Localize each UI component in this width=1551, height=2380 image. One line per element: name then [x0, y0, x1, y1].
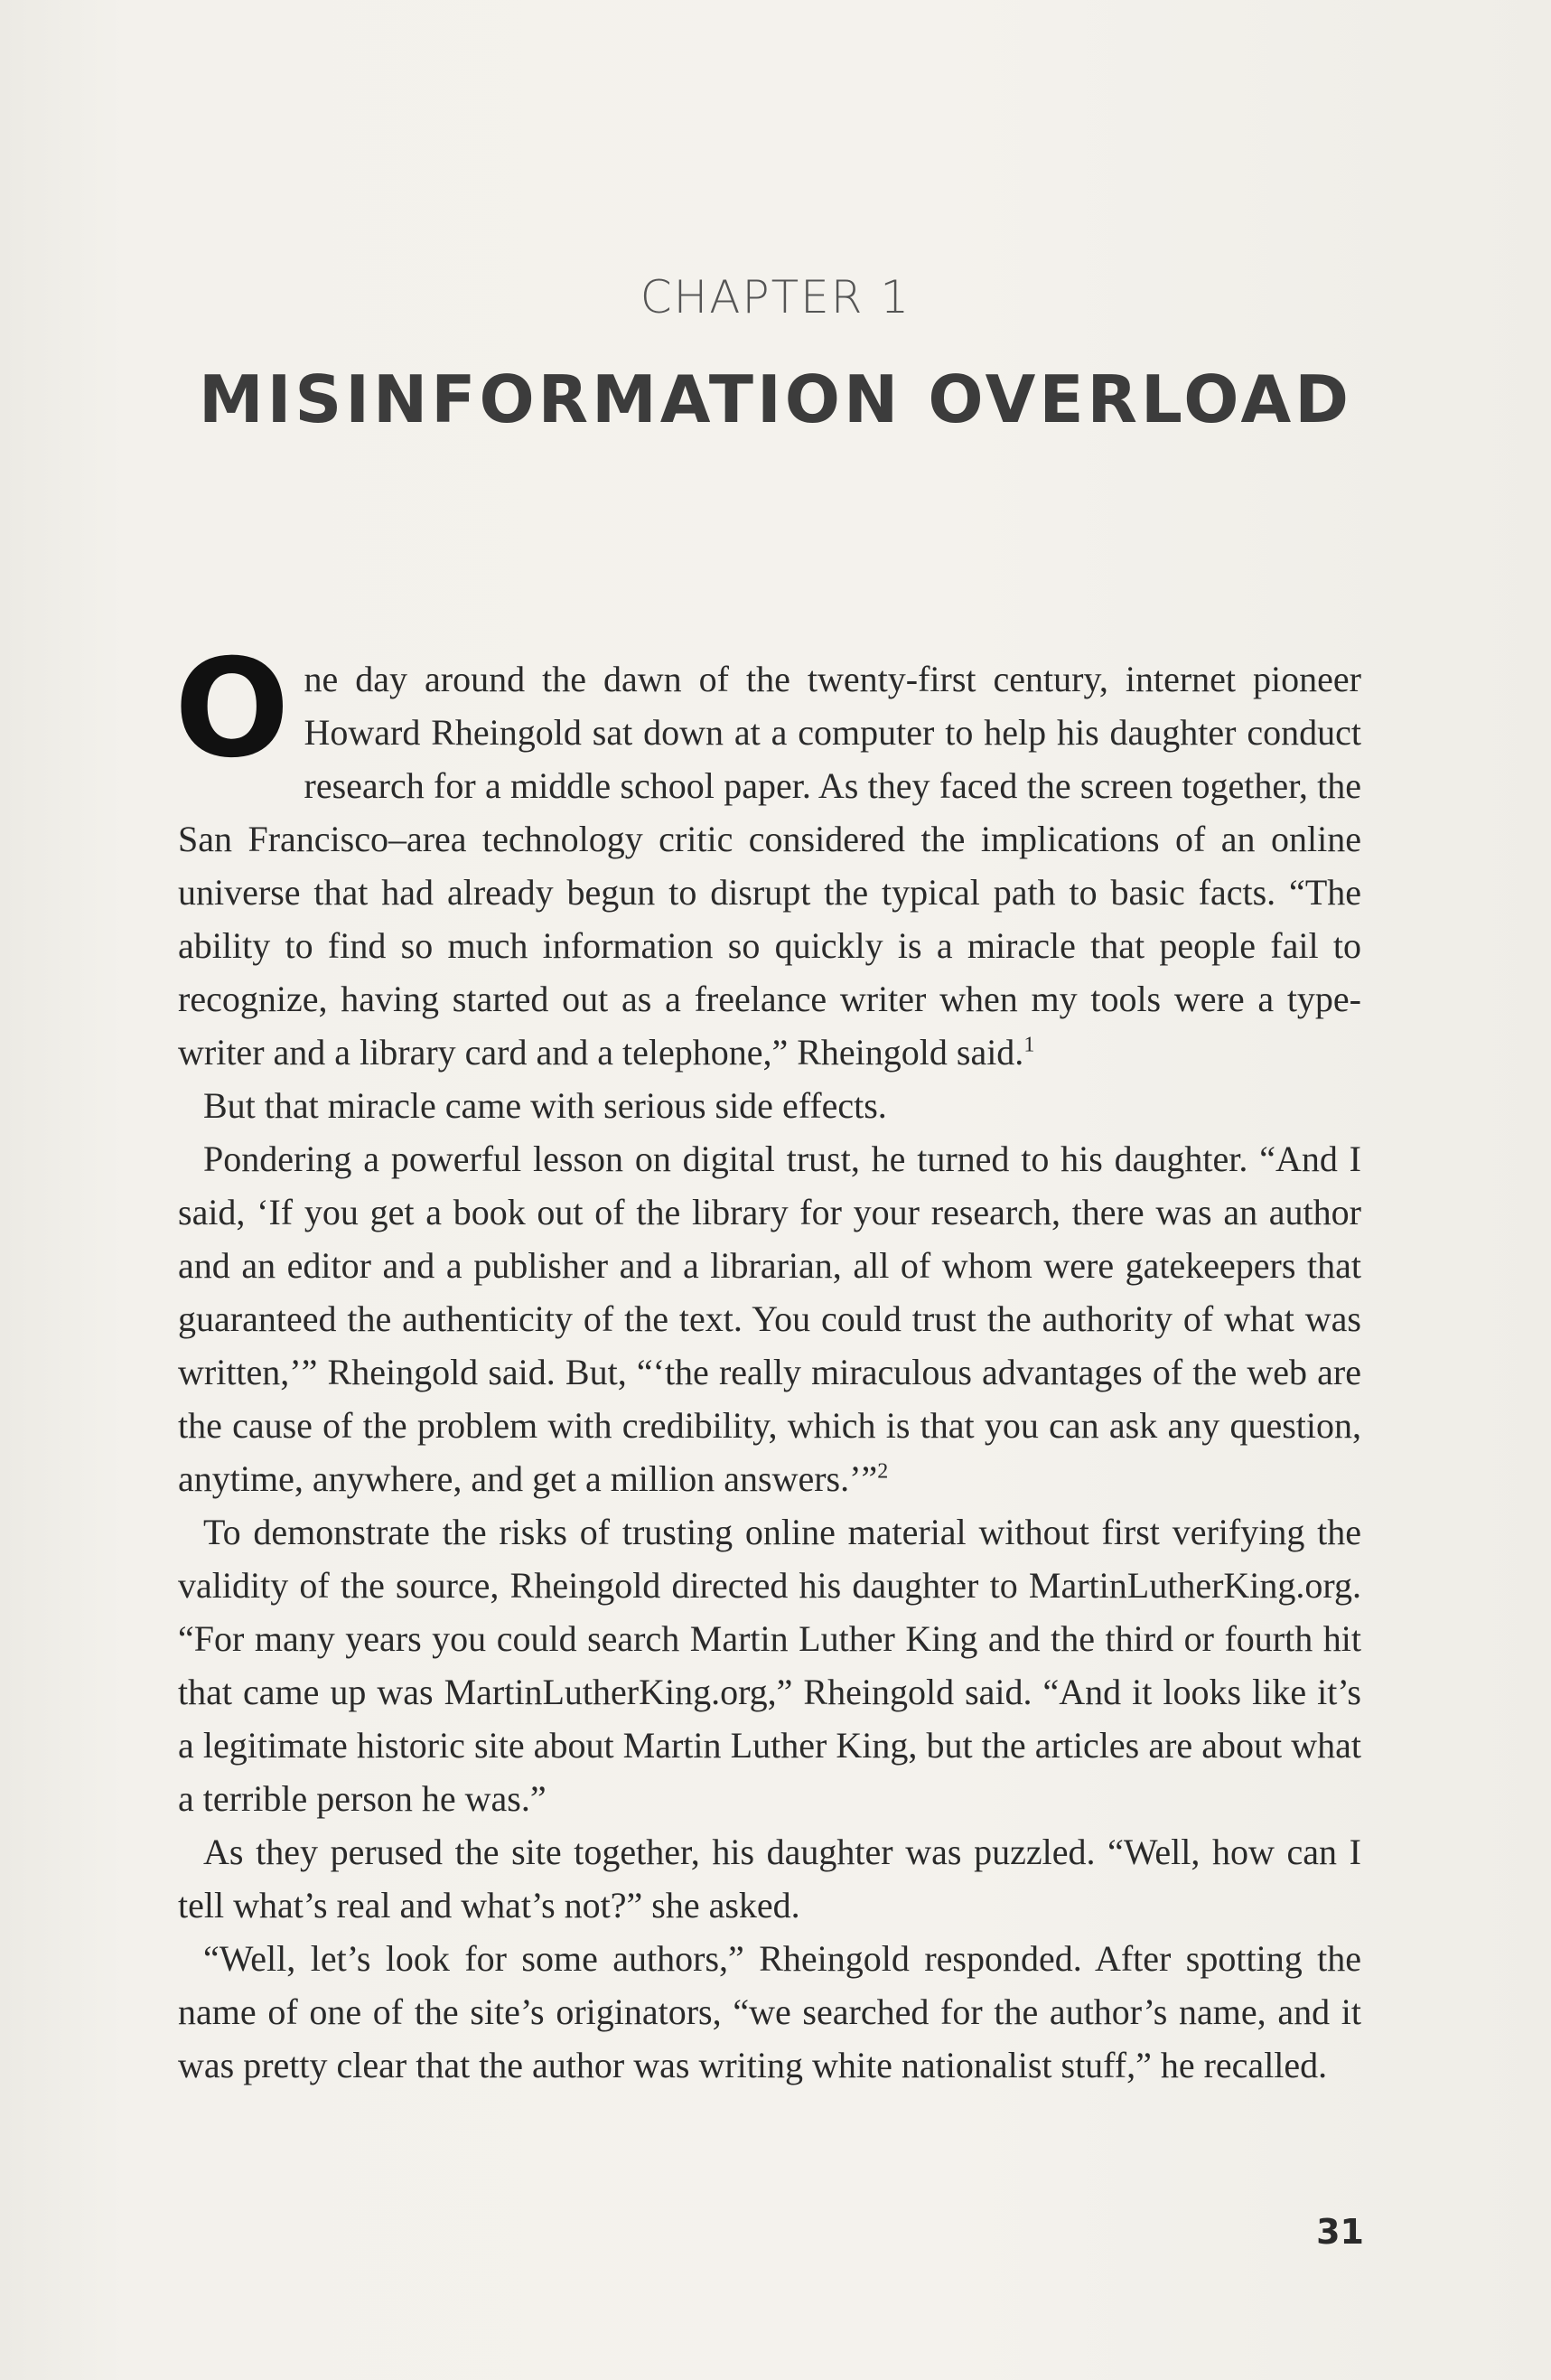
- paragraph-5: As they perused the site together, his daughter was puzzled. “Well, how can I tell what’s real and what’s not?” she asked.: [178, 1832, 1361, 1926]
- footnote-marker: 1: [1023, 1033, 1035, 1057]
- paragraph-3: Pondering a powerful lesson on digital trust, he turned to his daughter. “And I said, ‘If you get a book out of the library for your research, there was an author and an editor and a publisher and a librarian, all of whom were gatekeepers that guaranteed the authenticity of the text. You could trust the authority of what was written,’” Rheingold said. But, “‘the really miraculous advantages of the web are the cause of the problem with credibility, which is that you can ask any question, anytime, anywhere, and get a million answers.’”$^2$: [178, 1138, 1361, 1499]
- chapter-title: MISINFORMATION OVERLOAD: [198, 361, 1353, 437]
- chapter-label: CHAPTER 1: [640, 271, 911, 323]
- footnote-marker: 2: [877, 1459, 889, 1484]
- paragraph-6: “Well, let’s look for some authors,” Rheingold responded. After spotting the name of one of the site’s originators, “we searched for the author’s name, and it was pretty clear that the author was writing white nationalist stuff,” he recalled.: [178, 1938, 1361, 2085]
- drop-cap: O: [174, 631, 290, 788]
- paragraph-1: One day around the dawn of the twenty-first century, internet pioneer Howard Rheingold sat down at a computer to help his daughter conduct research for a middle school paper. As they faced the screen together, the San Francisco–area technology critic considered the implications of an online universe that had already begun to disrupt the typical path to basic facts. “The ability to find so much information so quickly is a miracle that people fail to recognize, having started out as a freelance writer when my tools were a type-writer and a library card and a telephone,” Rheingold said.$^1$: [174, 631, 1361, 1073]
- paragraph-4: To demonstrate the risks of trusting online material without first verifying the validity of the source, Rheingold directed his daughter to MartinLutherKing.org. “For many years you could search Martin Luther King and the third or fourth hit that came up was MartinLutherKing.org,” Rheingold said. “And it looks like it’s a legitimate historic site about Martin Luther King, but the articles are about what a terrible person he was.”: [178, 1512, 1361, 1819]
- paragraph-2: But that miracle came with serious side effects.: [203, 1085, 887, 1126]
- body-text: [174, 631, 1361, 2092]
- page-number: 31: [1316, 2212, 1364, 2252]
